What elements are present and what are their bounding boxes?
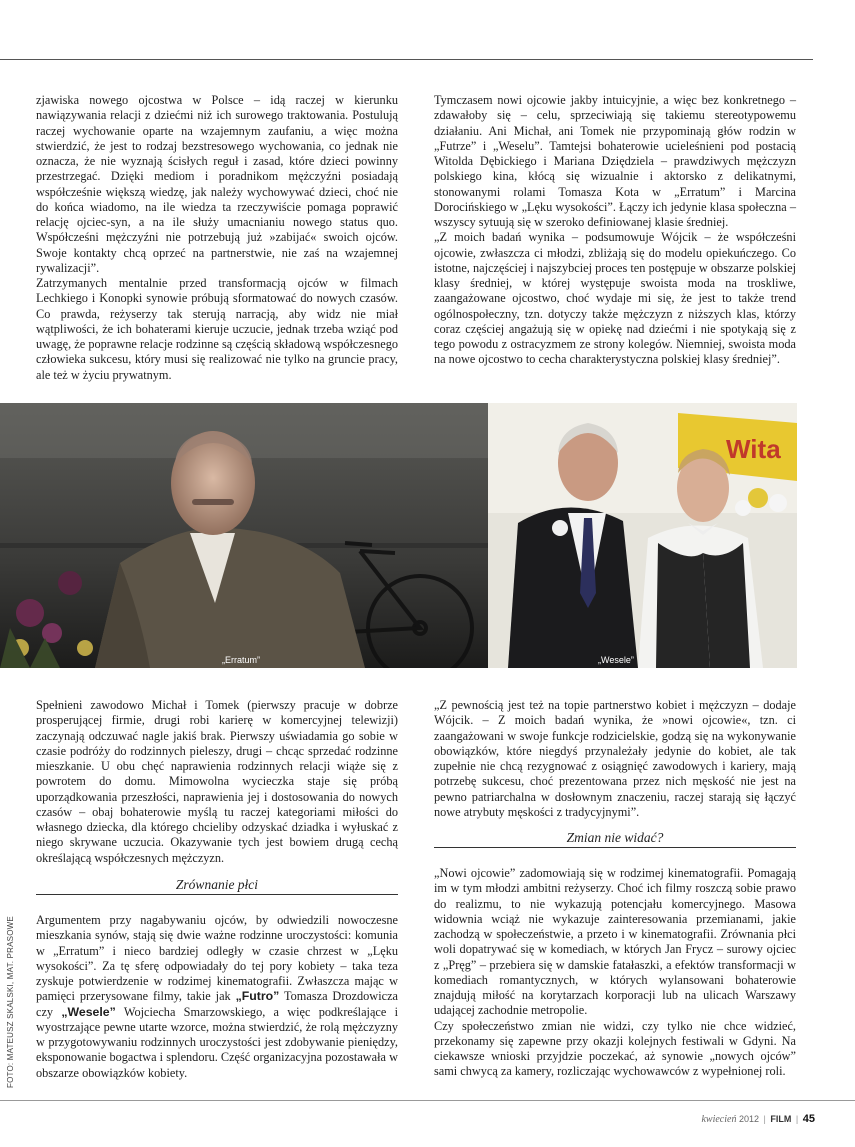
film-title-wesele: „Wesele” bbox=[61, 1004, 116, 1019]
paragraph: Zatrzymanych mentalnie przed transformacją ojców w filmach Lechkiego i Konopki synowie próbują sformatować do nowych czasów. Co prawda, reżyserzy tak sterują narracją, aby widz nie miał wątpliwości, że ich bohaterami kieruje uczucie, jednak trzeba wziąć pod uwagę, że poprawne relacje rodzinne są częścią składową współczesnego człowieka sukcesu, który musi się realizować nie tylko na gruncie pracy, ale też w życiu prywatnym. bbox=[36, 276, 398, 382]
bottom-rule bbox=[0, 1100, 855, 1101]
paragraph: zjawiska nowego ojcostwa w Polsce – idą raczej w kierunku nawiązywania relacji z dziećmi niż ich surowego traktowania. Postulują raczej wychowanie oparte na wzajemnym zaufaniu, a więc można stwierdzić, że jest to rodzaj bezstresowego wychowania, co jednak nie oznacza, że nie wyznają ścisłych reguł i zasad, które dzieci powinny przestrzegać. Dzięki mediom i poradnikom mężczyźni posiadają współcześnie większą wiedzę, jak należy wychowywać dzieci, choć nie do końca wiadomo, na ile wiedza ta rzeczywiście pomaga poprawić relację ojciec-syn, a na ile służy umacnianiu nowego status quo. Współcześni mężczyźni nie potrzebują już »zabijać« swoich ojców. Swoje kontakty chcą oprzeć na partnerstwie, nie zaś na wzajemnej rywalizacji”. bbox=[36, 93, 398, 275]
text-run: Tomasza Drozdowicza czy bbox=[36, 989, 398, 1019]
photo-wesele bbox=[488, 403, 797, 668]
subheading-equality bbox=[36, 876, 398, 895]
photo-credit: FOTO: MATEUSZ SKALSKI, MAT. PRASOWE bbox=[6, 916, 15, 1088]
top-rule bbox=[0, 59, 813, 60]
paragraph: Czy społeczeństwo zmian nie widzi, czy tylko nie chce widzieć, przekonamy się zapewne przy okazji kolejnych festiwali w Gdyni. Na ciekawsze wnioski przyjdzie poczekać, aż synowie „nowych ojców” sami chwycą za kamery, rozliczając wychowawców z wypełnionej roli. bbox=[434, 1018, 796, 1079]
photo-caption-erratum: „Erratum” bbox=[222, 655, 260, 665]
paragraph: Spełnieni zawodowo Michał i Tomek (pierwszy pracuje w dobrze prosperującej firmie, drugi robi karierę w komercyjnej telewizji) zaczynają odczuwać nagle jakiś brak. Pierwszy uświadamia go sobie w czasie podróży do rodzinnych pieleszy, drugi – chcąc sprzedać rodzinne mieszkanie. U obu chęć naprawienia rodzinnych relacji wiąże się z powrotem do domu. Mimowolna wycieczka staje się próbą uporządkowania przeszłości, naprawienia jej i dostosowania do nowych czasów – obaj bohaterowie myślą tu raczej kategoriami miłości do własnego dziecka, dla którego chcieliby odzyskać dziadka i wyłuskać z niego skrywane uczucia. Okazywanie tych jest bowiem drugą cechą określającą współczesnych mężczyzn. bbox=[36, 698, 398, 865]
footer-month: kwiecień bbox=[701, 1114, 737, 1125]
wita-sign-text: Wita bbox=[726, 434, 781, 464]
paragraph: „Z pewnością jest też na topie partnerstwo kobiet i mężczyzn – dodaje Wójcik. – Z moich badań wynika, że »nowi ojcowie«, tzn. ci zaangażowani w swoje funkcje rodzicielskie, godzą się na wykonywanie obowiązków, które niegdyś przynależały jedynie do kobiet, ale tak zupełnie nie chcą rezygnować z osiągnięć zawodowych i kariery, mają potrzebę sukcesu, choć prezentowana przez nich męskość nie jest na pewno patriarchalna w dosłownym znaczeniu, raczej starają się łączyć nowe atrybuty męskości z tradycyjnymi”. bbox=[434, 698, 796, 819]
film-title-futro: „Futro” bbox=[235, 989, 280, 1004]
article-column-2 bbox=[434, 93, 796, 368]
page-footer bbox=[701, 1113, 815, 1125]
article-column-4b bbox=[434, 866, 796, 1080]
footer-separator: | bbox=[795, 1114, 799, 1124]
paragraph bbox=[36, 913, 398, 1081]
article-column-4 bbox=[434, 698, 796, 820]
text-run: Wojciecha Smarzowskiego, a więc podkreślające i wyostrzające pewne utarte wzorce, można stwierdzić, że rolą mężczyzny w przygotowywaniu rodzinnych uroczystości jest zdobywanie pieniędzy, eksponowanie bogactwa i splendoru. Część organizacyjna pozostawała w obszarze obowiązków kobiety. bbox=[36, 1004, 398, 1080]
paragraph: „Z moich badań wynika – podsumowuje Wójcik – że współcześni ojcowie, zwłaszcza ci młodzi, zbliżają się do modelu opiekuńczego. Co istotne, najczęściej i najszybciej proces ten postępuje w obszarze polskiej klasy średniej, w której występuje swoista moda na troskliwe, zaangażowane ojcostwo, choć wydaje mi się, że jest to także trend ogólnospołeczny, tzn. dotyczy także mężczyzn z niższych klas, którzy coraz częściej angażują się w opiekę nad dziećmi i nie spotykają się z tego powodu z ostracyzmem ze strony kolegów. Niemniej, swoista moda na nowe ojcostwo to cecha charakterystyczna polskiej klasy średniej”. bbox=[434, 230, 796, 367]
footer-magazine: FILM bbox=[770, 1114, 792, 1124]
paragraph: „Nowi ojcowie” zadomowiają się w rodzimej kinematografii. Pomagają im w tym młodzi ambitni reżyserzy. Choć ich filmy roszczą sobie prawo do realizmu, to nie wykazują potencjału komercyjnego. Masowa widownia wciąż nie wykazuje zainteresowania przemianami, jakie zachodzą w społeczeństwie, a przeto i w kinematografii. Zrównania płci woli dopatrywać się w komediach, w których Jan Frycz – surowy ojciec z „Pręg” – przebiera się w damskie fatałaszki, a efektów transformacji w komediach romantycznych, w których wylansowani bohaterowie znajdują miłość na korytarzach korporacji lub na ulicach Warszawy udającej zachodnie metropolie. bbox=[434, 866, 796, 1018]
footer-separator: | bbox=[763, 1114, 766, 1124]
subheading-no-change bbox=[434, 829, 796, 848]
photo-caption-wesele: „Wesele” bbox=[598, 655, 634, 665]
page-number: 45 bbox=[802, 1113, 815, 1125]
article-column-3 bbox=[36, 698, 398, 866]
footer-year: 2012 bbox=[738, 1114, 759, 1124]
article-column-3b bbox=[36, 913, 398, 1081]
text-run: Argumentem przy nagabywaniu ojców, by odwiedzili nowoczesne mieszkania synów, stają się dwie ważne rodzinne uroczystości: komunia w „Erratum” i nieco bardziej odległy w czasie chrzest w „Lęku wysokości”. Za tę sferę odpowiadały do tej pory kobiety – taka teza zyskuje potwierdzenie w rodzimej kinematografii. Zwłaszcza mając w pamięci przerysowane filmy, takie jak bbox=[36, 913, 398, 1004]
subheading-text: Zmian nie widać? bbox=[566, 830, 664, 845]
subheading-text: Zrównanie płci bbox=[175, 877, 259, 892]
paragraph: Tymczasem nowi ojcowie jakby intuicyjnie, a więc bez konkretnego – zdawałoby się – celu, sprzeciwiają się takiemu stereotypowemu działaniu. Ani Michał, ani Tomek nie przypominają głów rodzin w „Futrze” i „Weselu”. Tamtejsi bohaterowie ucieleśnieni pod postacią Witolda Dębickiego i Mariana Dziędziela – prawdziwych mężczyzn polskiego kina, kłócą się wizualnie i aktorsko z delikatnymi, stonowanymi rolami Tomasza Kota w „Erratum” i Marcina Dorocińskiego w „Lęku wysokości”. Łączy ich jedynie klasa społeczna – wszyscy sytuują się w szeroko definiowanej klasie średniej. bbox=[434, 93, 796, 229]
photo-erratum bbox=[0, 403, 488, 668]
article-column-1 bbox=[36, 93, 398, 383]
